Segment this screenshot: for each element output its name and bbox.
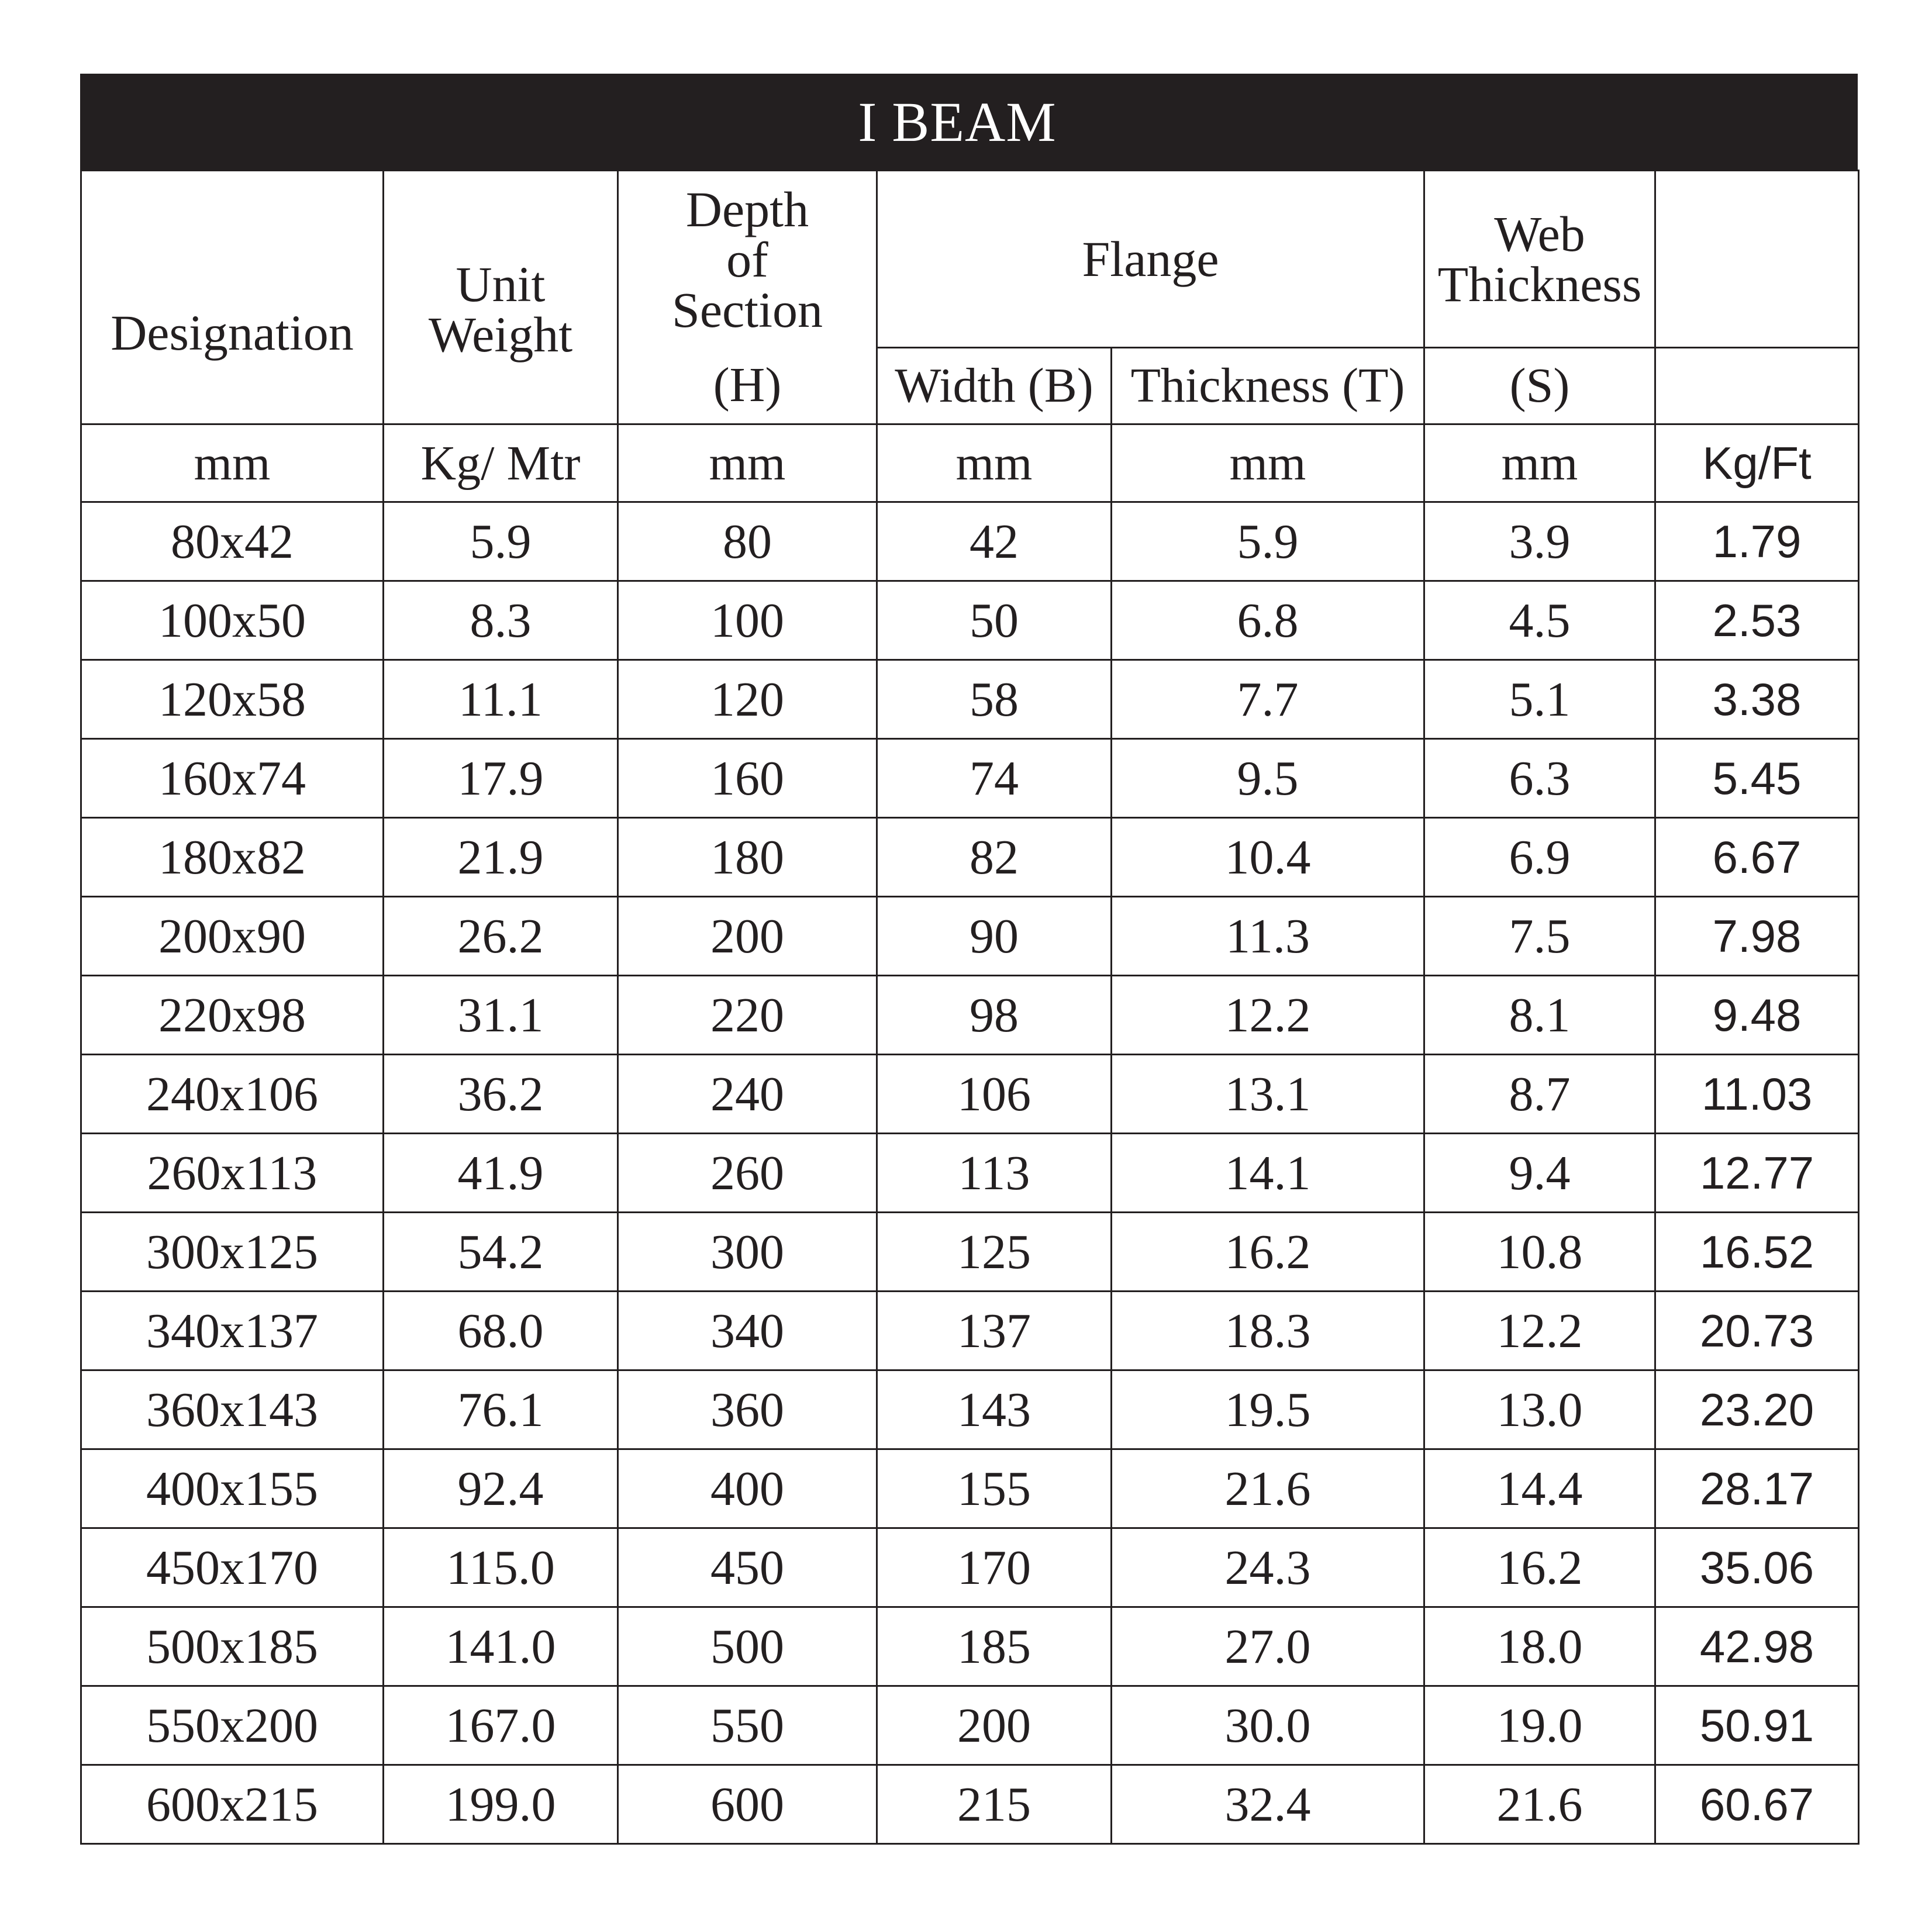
unit-flange-width: mm [877, 424, 1112, 502]
table-row [81, 660, 1859, 739]
cell-flange-thickness: 11.3 [1112, 897, 1424, 976]
cell-depth: 120 [618, 660, 877, 739]
cell-depth: 300 [618, 1213, 877, 1292]
cell-depth: 340 [618, 1292, 877, 1370]
cell-depth: 550 [618, 1686, 877, 1765]
header-web-symbol [1424, 348, 1655, 424]
cell-depth: 180 [618, 818, 877, 897]
table-row [81, 897, 1859, 976]
cell-designation: 550x200 [81, 1686, 384, 1765]
cell-designation: 340x137 [81, 1292, 384, 1370]
unit-flange-thickness: mm [1112, 424, 1424, 502]
cell-flange-thickness: 9.5 [1112, 739, 1424, 818]
cell-flange-thickness: 13.1 [1112, 1055, 1424, 1134]
cell-web-thickness: 8.1 [1424, 976, 1655, 1055]
cell-designation: 300x125 [81, 1213, 384, 1292]
cell-web-thickness: 12.2 [1424, 1292, 1655, 1370]
cell-flange-thickness: 10.4 [1112, 818, 1424, 897]
cell-unit-weight: 199.0 [384, 1765, 618, 1844]
cell-flange-width: 215 [877, 1765, 1112, 1844]
cell-flange-width: 98 [877, 976, 1112, 1055]
table-title: I BEAM [858, 90, 1057, 153]
table-row [81, 502, 1859, 581]
table-row [81, 1213, 1859, 1292]
cell-kg-per-ft: 28.17 [1655, 1449, 1859, 1528]
cell-kg-per-ft: 60.67 [1655, 1765, 1859, 1844]
table-row [81, 1607, 1859, 1686]
cell-flange-width: 200 [877, 1686, 1112, 1765]
cell-unit-weight: 41.9 [384, 1134, 618, 1213]
cell-unit-weight: 68.0 [384, 1292, 618, 1370]
cell-web-thickness: 7.5 [1424, 897, 1655, 976]
unit-designation: mm [81, 424, 384, 502]
header-depth-symbol-label: (H) [713, 358, 782, 413]
cell-flange-width: 143 [877, 1370, 1112, 1449]
cell-web-thickness: 6.3 [1424, 739, 1655, 818]
cell-flange-thickness: 24.3 [1112, 1528, 1424, 1607]
header-blank-sub [1655, 348, 1859, 424]
table-row [81, 581, 1859, 660]
cell-designation: 450x170 [81, 1528, 384, 1607]
cell-kg-per-ft: 9.48 [1655, 976, 1859, 1055]
header-depth-line-1: Depth [685, 181, 809, 237]
cell-unit-weight: 8.3 [384, 581, 618, 660]
cell-flange-width: 42 [877, 502, 1112, 581]
cell-kg-per-ft: 35.06 [1655, 1528, 1859, 1607]
cell-flange-thickness: 16.2 [1112, 1213, 1424, 1292]
header-depth-of-section [618, 171, 877, 348]
cell-flange-width: 74 [877, 739, 1112, 818]
cell-web-thickness: 16.2 [1424, 1528, 1655, 1607]
cell-designation: 400x155 [81, 1449, 384, 1528]
cell-kg-per-ft: 3.38 [1655, 660, 1859, 739]
cell-flange-width: 58 [877, 660, 1112, 739]
units-row [81, 424, 1859, 502]
cell-web-thickness: 14.4 [1424, 1449, 1655, 1528]
cell-unit-weight: 92.4 [384, 1449, 618, 1528]
cell-web-thickness: 18.0 [1424, 1607, 1655, 1686]
table-row [81, 1686, 1859, 1765]
table-row [81, 818, 1859, 897]
header-flange-thickness [1112, 348, 1424, 424]
header-unit-weight-line-2: Weight [428, 306, 573, 362]
cell-depth: 600 [618, 1765, 877, 1844]
cell-kg-per-ft: 1.79 [1655, 502, 1859, 581]
cell-kg-per-ft: 11.03 [1655, 1055, 1859, 1134]
cell-web-thickness: 21.6 [1424, 1765, 1655, 1844]
table-row [81, 1370, 1859, 1449]
i-beam-table [80, 170, 1859, 1845]
cell-flange-width: 185 [877, 1607, 1112, 1686]
cell-designation: 220x98 [81, 976, 384, 1055]
header-unit-weight-line-1: Unit [456, 256, 546, 312]
cell-flange-thickness: 5.9 [1112, 502, 1424, 581]
cell-kg-per-ft: 5.45 [1655, 739, 1859, 818]
table-row [81, 739, 1859, 818]
cell-flange-width: 155 [877, 1449, 1112, 1528]
cell-depth: 400 [618, 1449, 877, 1528]
cell-designation: 200x90 [81, 897, 384, 976]
cell-web-thickness: 19.0 [1424, 1686, 1655, 1765]
table-row [81, 1292, 1859, 1370]
header-flange-width-label: Width (B) [895, 358, 1093, 413]
cell-kg-per-ft: 42.98 [1655, 1607, 1859, 1686]
cell-depth: 240 [618, 1055, 877, 1134]
cell-flange-width: 170 [877, 1528, 1112, 1607]
cell-web-thickness: 13.0 [1424, 1370, 1655, 1449]
cell-flange-thickness: 7.7 [1112, 660, 1424, 739]
i-beam-spec-sheet [80, 74, 1858, 1845]
cell-depth: 360 [618, 1370, 877, 1449]
cell-flange-width: 125 [877, 1213, 1112, 1292]
cell-depth: 100 [618, 581, 877, 660]
header-flange-label: Flange [1082, 231, 1219, 287]
cell-depth: 450 [618, 1528, 877, 1607]
cell-flange-width: 82 [877, 818, 1112, 897]
cell-web-thickness: 10.8 [1424, 1213, 1655, 1292]
cell-designation: 120x58 [81, 660, 384, 739]
header-flange-width [877, 348, 1112, 424]
cell-flange-thickness: 21.6 [1112, 1449, 1424, 1528]
header-depth-line-2: of [726, 231, 768, 288]
unit-depth: mm [618, 424, 877, 502]
table-row [81, 1765, 1859, 1844]
cell-web-thickness: 9.4 [1424, 1134, 1655, 1213]
table-row [81, 1055, 1859, 1134]
cell-flange-thickness: 27.0 [1112, 1607, 1424, 1686]
cell-kg-per-ft: 2.53 [1655, 581, 1859, 660]
cell-flange-width: 90 [877, 897, 1112, 976]
unit-unit-weight: Kg/ Mtr [384, 424, 618, 502]
cell-flange-thickness: 19.5 [1112, 1370, 1424, 1449]
header-designation [81, 171, 384, 424]
cell-unit-weight: 31.1 [384, 976, 618, 1055]
cell-designation: 80x42 [81, 502, 384, 581]
cell-unit-weight: 17.9 [384, 739, 618, 818]
cell-flange-thickness: 32.4 [1112, 1765, 1424, 1844]
header-designation-label: Designation [111, 304, 354, 361]
header-flange [877, 171, 1424, 348]
cell-flange-thickness: 30.0 [1112, 1686, 1424, 1765]
header-depth-symbol [618, 348, 877, 424]
table-body [81, 502, 1859, 1844]
cell-designation: 360x143 [81, 1370, 384, 1449]
cell-depth: 160 [618, 739, 877, 818]
cell-kg-per-ft: 12.77 [1655, 1134, 1859, 1213]
table-row [81, 1134, 1859, 1213]
cell-depth: 260 [618, 1134, 877, 1213]
header-depth-line-3: Section [672, 281, 823, 338]
cell-flange-thickness: 6.8 [1112, 581, 1424, 660]
cell-web-thickness: 3.9 [1424, 502, 1655, 581]
cell-kg-per-ft: 16.52 [1655, 1213, 1859, 1292]
cell-unit-weight: 115.0 [384, 1528, 618, 1607]
unit-kg-per-ft: Kg/Ft [1655, 424, 1859, 502]
cell-flange-width: 50 [877, 581, 1112, 660]
cell-designation: 600x215 [81, 1765, 384, 1844]
cell-unit-weight: 36.2 [384, 1055, 618, 1134]
cell-web-thickness: 5.1 [1424, 660, 1655, 739]
cell-flange-thickness: 14.1 [1112, 1134, 1424, 1213]
header-web-line-1: Web [1494, 206, 1585, 262]
header-blank [1655, 171, 1859, 348]
cell-designation: 180x82 [81, 818, 384, 897]
cell-depth: 200 [618, 897, 877, 976]
header-unit-weight [384, 171, 618, 424]
cell-depth: 220 [618, 976, 877, 1055]
cell-unit-weight: 26.2 [384, 897, 618, 976]
table-row [81, 976, 1859, 1055]
cell-web-thickness: 8.7 [1424, 1055, 1655, 1134]
cell-depth: 80 [618, 502, 877, 581]
cell-unit-weight: 5.9 [384, 502, 618, 581]
header-flange-thickness-label: Thickness (T) [1130, 358, 1405, 413]
cell-flange-width: 113 [877, 1134, 1112, 1213]
cell-kg-per-ft: 50.91 [1655, 1686, 1859, 1765]
cell-unit-weight: 76.1 [384, 1370, 618, 1449]
cell-kg-per-ft: 23.20 [1655, 1370, 1859, 1449]
header-row-primary [81, 171, 1859, 348]
cell-unit-weight: 141.0 [384, 1607, 618, 1686]
cell-designation: 100x50 [81, 581, 384, 660]
cell-flange-width: 137 [877, 1292, 1112, 1370]
cell-flange-thickness: 12.2 [1112, 976, 1424, 1055]
cell-unit-weight: 11.1 [384, 660, 618, 739]
cell-kg-per-ft: 7.98 [1655, 897, 1859, 976]
cell-flange-thickness: 18.3 [1112, 1292, 1424, 1370]
cell-web-thickness: 6.9 [1424, 818, 1655, 897]
cell-unit-weight: 54.2 [384, 1213, 618, 1292]
header-web-symbol-label: (S) [1509, 358, 1570, 413]
cell-designation: 500x185 [81, 1607, 384, 1686]
header-web-thickness [1424, 171, 1655, 348]
cell-web-thickness: 4.5 [1424, 581, 1655, 660]
cell-flange-width: 106 [877, 1055, 1112, 1134]
cell-unit-weight: 21.9 [384, 818, 618, 897]
cell-designation: 160x74 [81, 739, 384, 818]
cell-kg-per-ft: 20.73 [1655, 1292, 1859, 1370]
cell-depth: 500 [618, 1607, 877, 1686]
header-web-line-2: Thickness [1437, 256, 1642, 312]
cell-designation: 260x113 [81, 1134, 384, 1213]
cell-kg-per-ft: 6.67 [1655, 818, 1859, 897]
table-row [81, 1528, 1859, 1607]
unit-web-thickness: mm [1424, 424, 1655, 502]
table-row [81, 1449, 1859, 1528]
table-title-bar [80, 74, 1858, 170]
cell-designation: 240x106 [81, 1055, 384, 1134]
cell-unit-weight: 167.0 [384, 1686, 618, 1765]
